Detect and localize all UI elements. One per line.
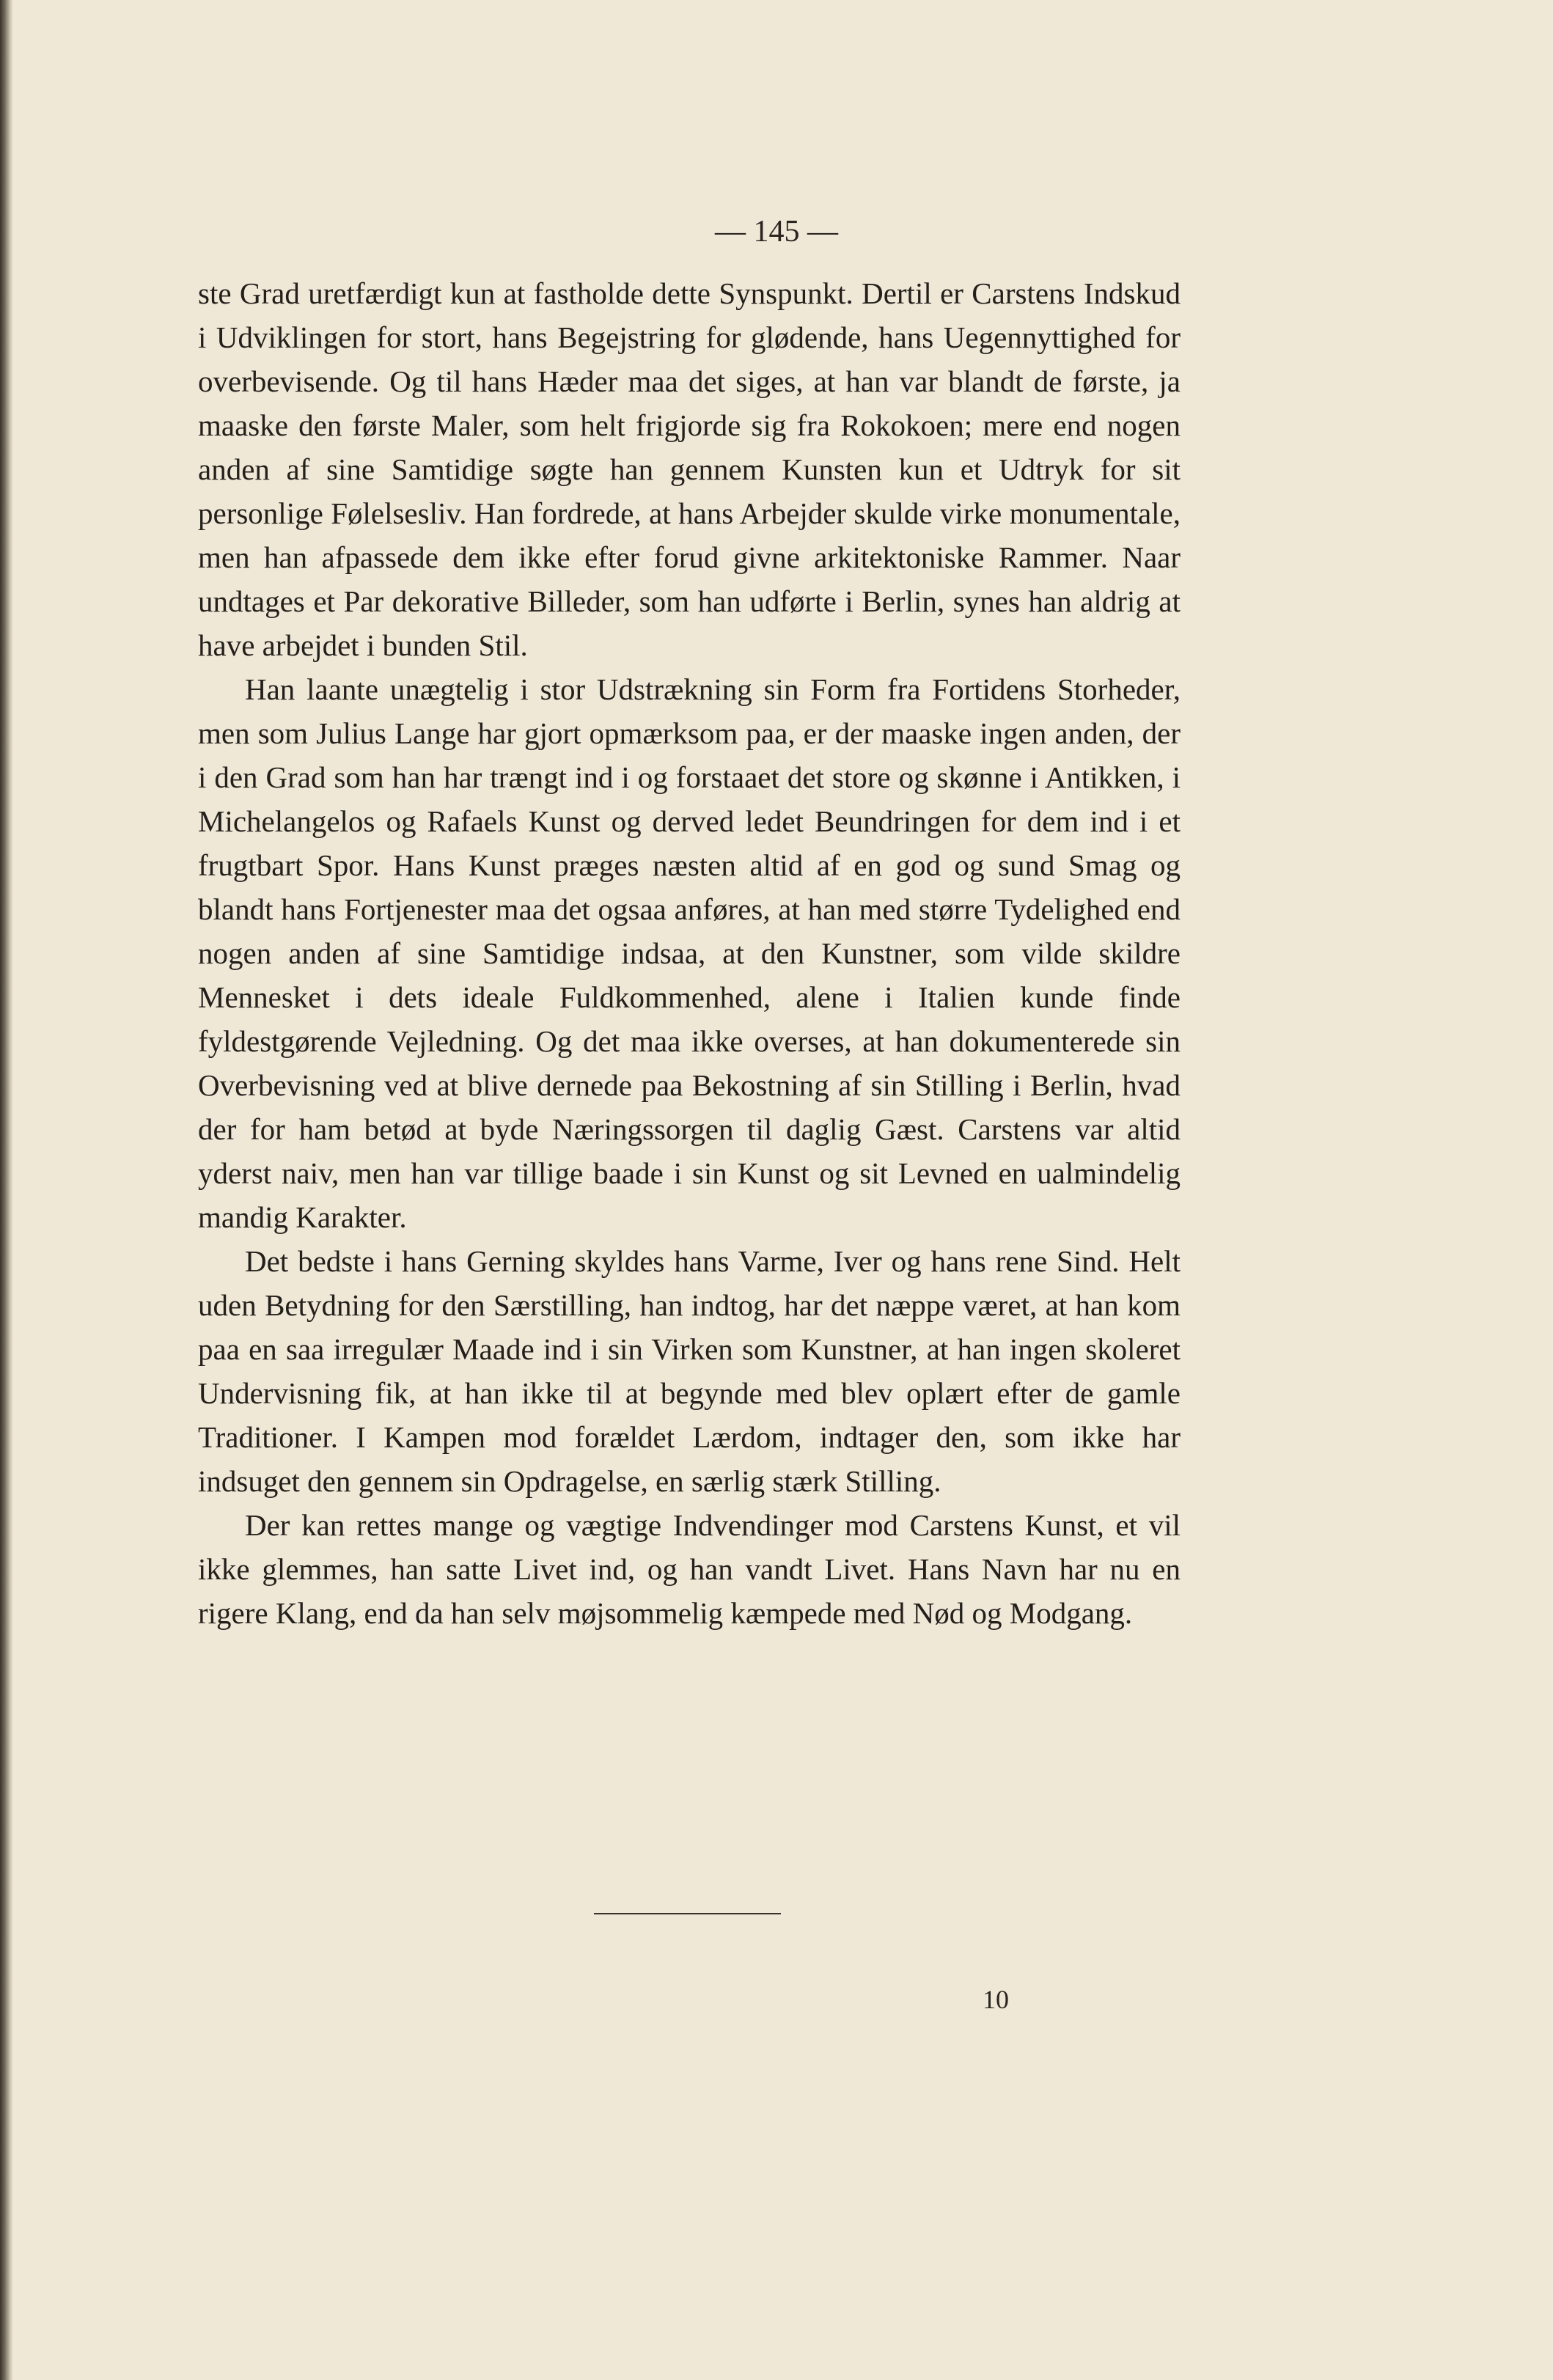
paragraph: Han laante unægtelig i stor Udstrækning sin Form fra Fortidens Storheder, men som Julius Lange har gjort opmærksom paa, er der maaske ingen anden, der i den Grad som han har trængt ind i og forstaaet det store og skønne i Antikken, i Michelangelos og Rafaels Kunst og derved ledet Beundringen for dem ind i et frugtbart Spor. Hans Kunst præges næsten altid af en god og sund Smag og blandt hans Fortjenester maa det ogsaa anføres, at han med større Tydelighed end nogen anden af sine Samtidige indsaa, at den Kunstner, som vilde skildre Mennesket i dets ideale Fuldkommenhed, alene i Italien kunde finde fyldestgørende Vejledning. Og det maa ikke overses, at han dokumenterede sin Overbevisning ved at blive dernede paa Bekostning af sin Stilling i Berlin, hvad der for ham betød at byde Næringssorgen til daglig Gæst. Carstens var altid yderst naiv, men han var tillige baade i sin Kunst og sit Levned en ualmindelig mandig Karakter.: [198, 672, 1181, 1234]
paragraph: Der kan rettes mange og vægtige Indvendinger mod Carstens Kunst, et vil ikke glemmes, han satte Livet ind, og han vandt Livet. Hans Navn har nu en rigere Klang, end da han selv møjsommelig kæmpede med Nød og Modgang.: [198, 1508, 1181, 1630]
paragraph: ste Grad uretfærdigt kun at fastholde dette Synspunkt. Dertil er Carstens Indskud i Udviklingen for stort, hans Begejstring for glødende, hans Uegennyttighed for overbevisende. Og til hans Hæder maa det siges, at han var blandt de første, ja maaske den første Maler, som helt frigjorde sig fra Rokokoen; mere end nogen anden af sine Samtidige søgte han gennem Kunsten kun et Udtryk for sit personlige Følelsesliv. Han fordrede, at hans Arbejder skulde virke monumentale, men han afpassede dem ikke efter forud givne arkitektoniske Rammer. Naar undtages et Par dekorative Billeder, som han udførte i Berlin, synes han aldrig at have arbejdet i bunden Stil.: [198, 276, 1181, 662]
page-binding-edge: [0, 0, 13, 2380]
section-divider: [594, 1913, 781, 1914]
body-text: [198, 271, 1181, 1635]
page-number: — 145 —: [715, 215, 838, 249]
signature-mark: 10: [983, 1985, 1009, 2014]
paragraph: Det bedste i hans Gerning skyldes hans Varme, Iver og hans rene Sind. Helt uden Betydning for den Særstilling, han indtog, har det næppe været, at han kom paa en saa irregulær Maade ind i sin Virken som Kunstner, at han ingen skoleret Undervisning fik, at han ikke til at begynde med blev oplært efter de gamle Traditioner. I Kampen mod forældet Lærdom, indtager den, som ikke har indsuget den gennem sin Opdragelse, en særlig stærk Stilling.: [198, 1244, 1181, 1498]
